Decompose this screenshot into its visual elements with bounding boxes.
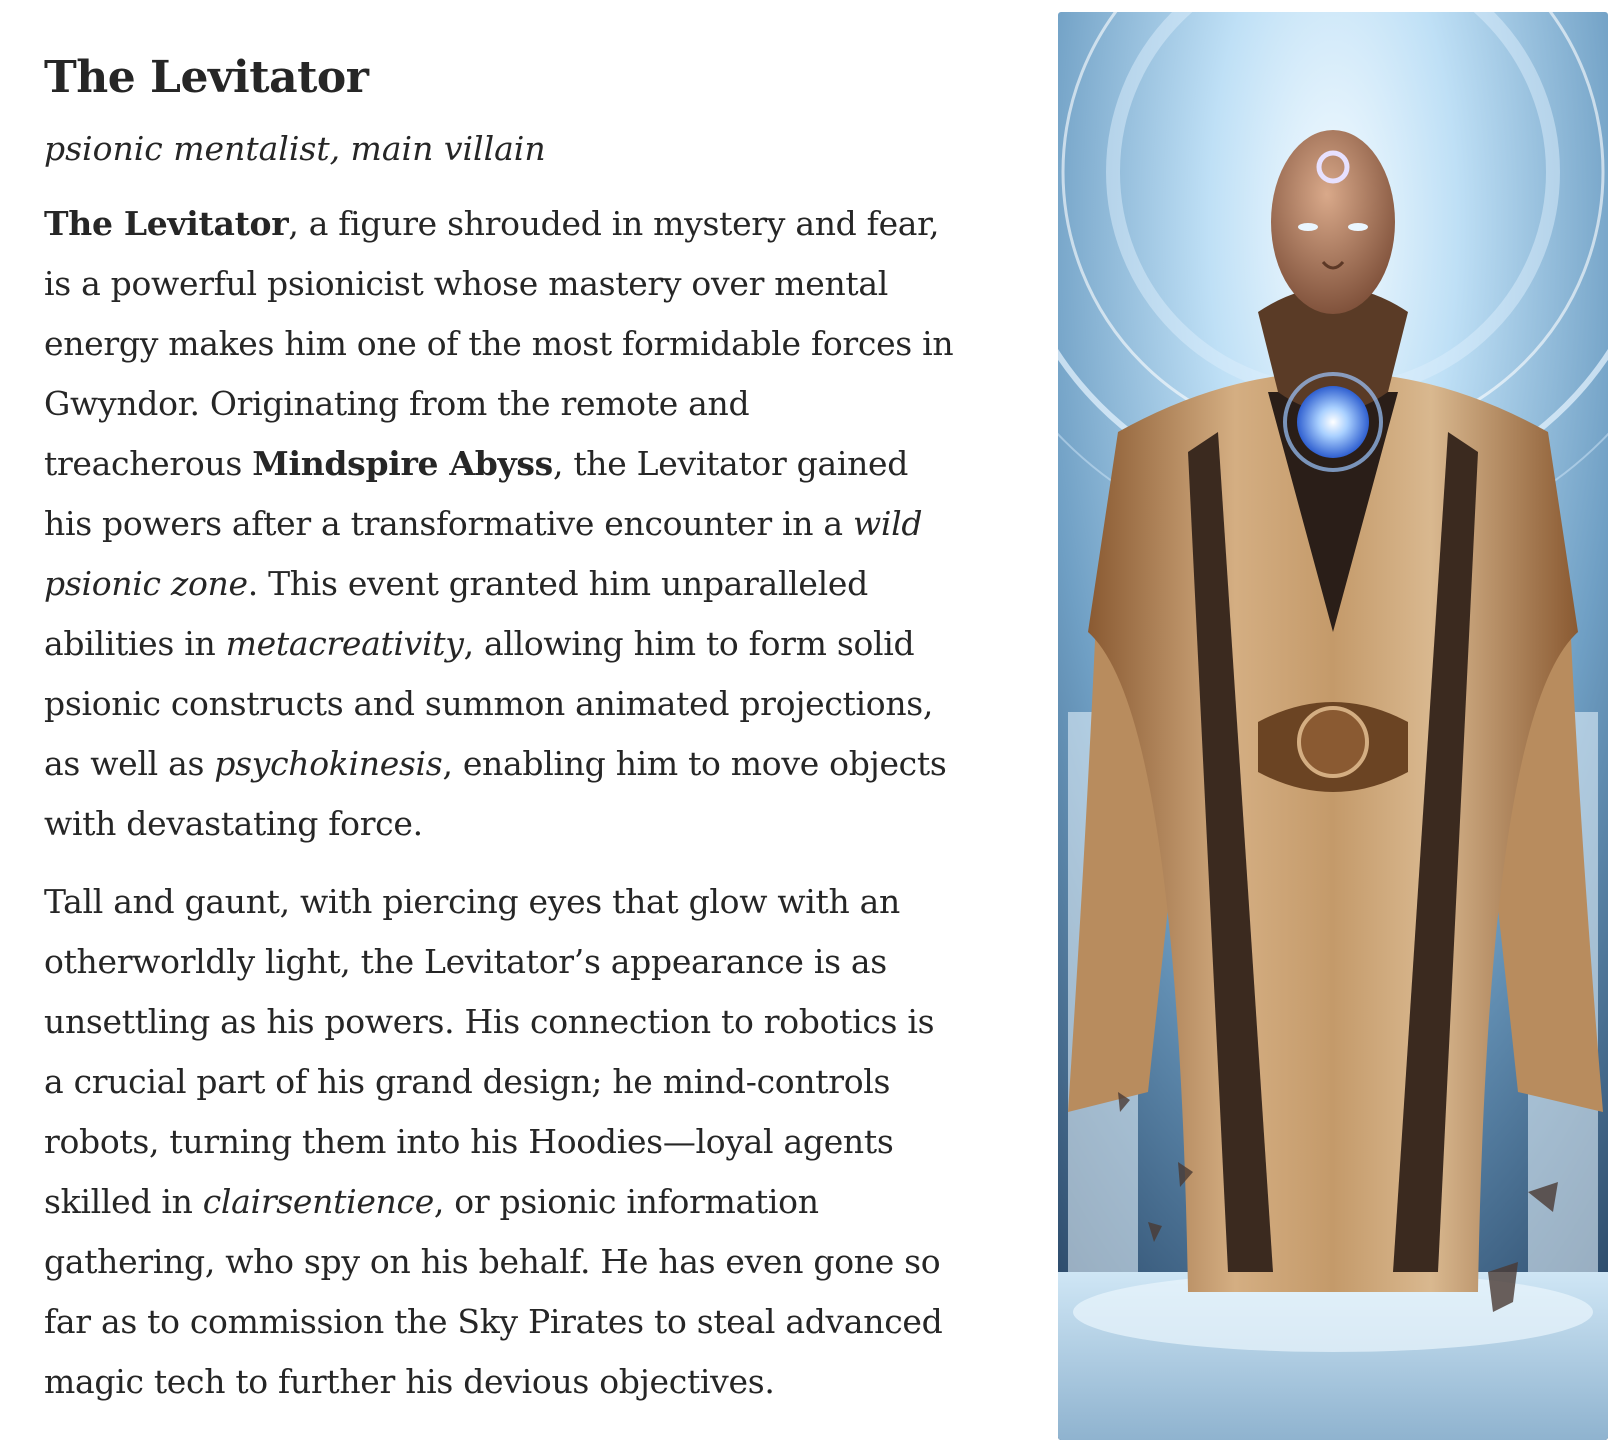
text-run: Tall and gaunt, with piercing eyes that glow with an otherworldly light, the Levitator’s appearance is as unsettling as his powers. His connection to robotics is a crucial part of his grand design; he mind-controls robots, turning them into his Hoodies—loyal agents skilled in [44, 882, 935, 1221]
text-run: , the Levitator gained his powers after a transformative encounter in a [44, 444, 909, 543]
term-italic: wild psionic zone [44, 504, 923, 603]
character-title: The Levitator [44, 52, 369, 103]
levitator-portrait [1058, 12, 1608, 1440]
text-run: , or psionic information gathering, who spy on his behalf. He has even gone so far as to commission the Sky Pirates to steal advanced magic tech to further his devious objectives. [44, 1182, 943, 1401]
term-italic: metacreativity [225, 624, 464, 663]
character-tagline: psionic mentalist, main villain [44, 129, 546, 168]
term-italic: clairsentience [202, 1182, 434, 1221]
text-run: , enabling him to move objects with devastating force. [44, 744, 947, 843]
text-run: . This event granted him unparalleled abilities in [44, 564, 868, 663]
levitator-portrait-icon [1058, 12, 1608, 1440]
name-bold: The Levitator [44, 204, 289, 243]
description-paragraph-2 [44, 872, 954, 1412]
article-text [44, 40, 954, 1412]
description-paragraph-1 [44, 194, 954, 854]
location-bold: Mindspire Abyss [252, 444, 553, 483]
text-run: , a figure shrouded in mystery and fear, is a powerful psionicist whose mastery over mental energy makes him one of the most formidable forces in Gwyndor. Originating from the remote and treacherous [44, 204, 954, 483]
term-italic: psychokinesis [214, 744, 443, 783]
text-run: , allowing him to form solid psionic constructs and summon animated projections, as well as [44, 624, 934, 783]
